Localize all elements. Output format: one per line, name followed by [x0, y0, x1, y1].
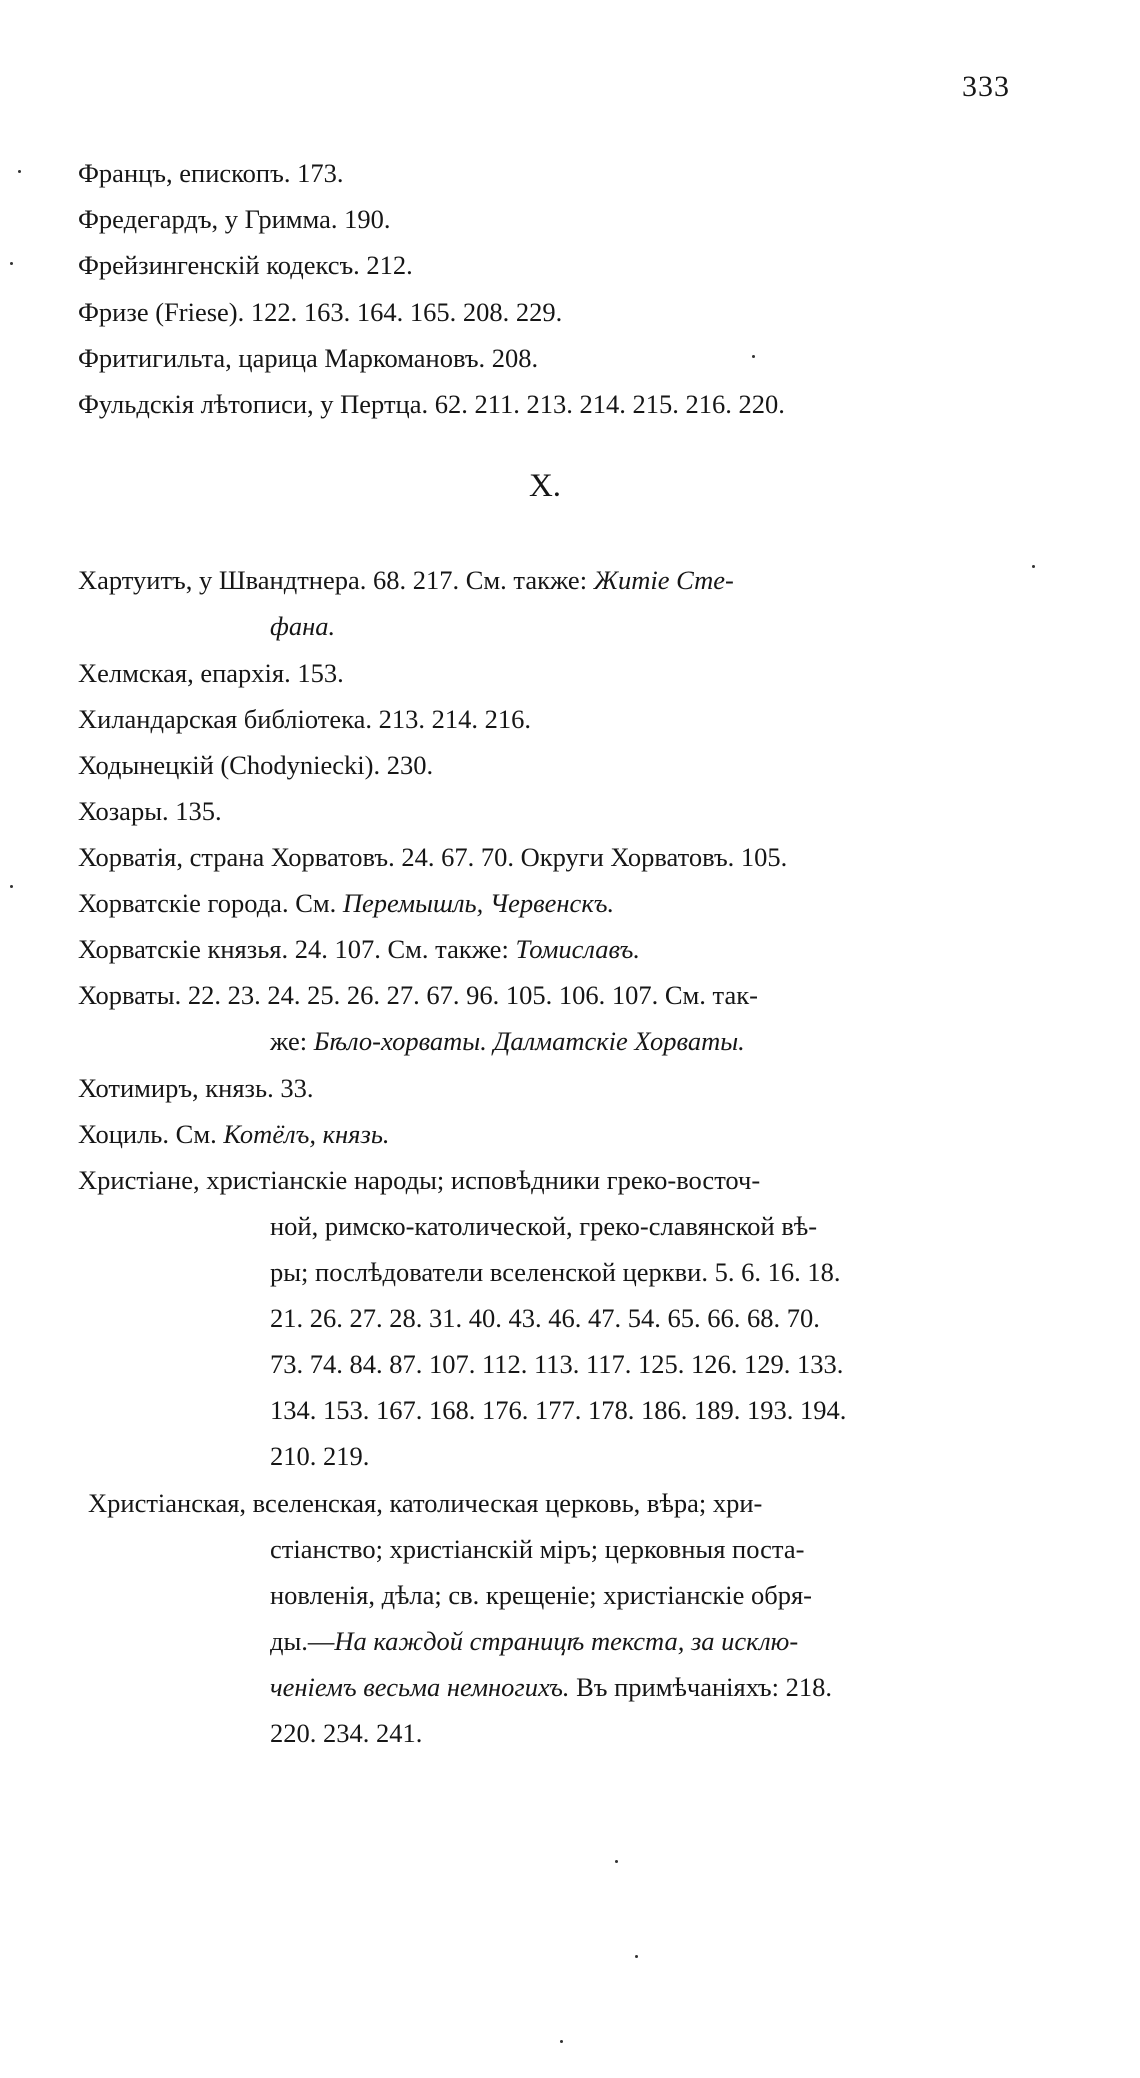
- entry-italic: Бѣло-хорваты. Далматскіе Хорваты.: [313, 1026, 745, 1056]
- index-entry: Хотимиръ, князь. 33.: [78, 1073, 314, 1103]
- index-entry: Фризе (Friese). 122. 163. 164. 165. 208. 229.: [78, 297, 563, 327]
- entry-italic: На каждой страницѣ текста, за исклю-: [334, 1626, 799, 1656]
- index-entry: Хозары. 135.: [78, 796, 222, 826]
- section-letter: Х.: [528, 468, 562, 504]
- entry-continuation: [270, 1019, 745, 1063]
- entry-italic: ченіемъ весьма немногихъ.: [270, 1672, 570, 1702]
- index-entry: Христіане, христіанскіе народы; исповѣдники греко-восточ-: [78, 1165, 761, 1195]
- entry-continuation: новленія, дѣла; св. крещеніе; христіанскіе обря-: [270, 1580, 812, 1610]
- entry-text: Въ примѣчаніяхъ: 218.: [569, 1672, 832, 1702]
- entry-continuation: 210. 219.: [270, 1441, 370, 1471]
- entry-italic: Житіе Сте-: [593, 565, 734, 595]
- index-entry: Хорватія, страна Хорватовъ. 24. 67. 70. Округи Хорватовъ. 105.: [78, 842, 788, 872]
- entry-continuation: [270, 1619, 798, 1663]
- scan-speck: [615, 1860, 618, 1863]
- scan-speck: [635, 1955, 638, 1958]
- index-entry: Хиландарская библіотека. 213. 214. 216.: [78, 704, 531, 734]
- index-entry: [78, 1112, 1008, 1156]
- scan-speck: [10, 885, 13, 888]
- scan-speck: [10, 262, 13, 265]
- entry-text: Хорватскіе города. См.: [78, 888, 343, 918]
- entry-continuation: 134. 153. 167. 168. 176. 177. 178. 186. 189. 193. 194.: [270, 1395, 847, 1425]
- entry-text: Хартуитъ, у Швандтнера. 68. 217. См. также:: [78, 565, 594, 595]
- entry-italic: Перемышль, Червенскъ.: [342, 888, 615, 918]
- page-number: 333: [962, 70, 1010, 103]
- entry-text: же:: [270, 1026, 314, 1056]
- index-entry: Ходынецкій (Chodyniecki). 230.: [78, 750, 434, 780]
- index-entry: Францъ, епископъ. 173.: [78, 158, 344, 188]
- entry-italic: Томиславъ.: [515, 934, 641, 964]
- index-entry: [78, 558, 1008, 602]
- entry-continuation: 220. 234. 241.: [270, 1718, 423, 1748]
- scan-speck: [560, 2040, 563, 2043]
- scan-speck: [752, 355, 755, 358]
- entry-continuation: ной, римско-католической, греко-славянской вѣ-: [270, 1211, 818, 1241]
- index-entry: [78, 881, 1008, 925]
- index-entry: Фритигильта, царица Маркомановъ. 208.: [78, 343, 539, 373]
- entry-continuation: 21. 26. 27. 28. 31. 40. 43. 46. 47. 54. 65. 66. 68. 70.: [270, 1303, 820, 1333]
- entry-continuation: 73. 74. 84. 87. 107. 112. 113. 117. 125. 126. 129. 133.: [270, 1349, 844, 1379]
- index-entry: Фредегардъ, у Гримма. 190.: [78, 204, 391, 234]
- entry-text: Хорватскіе князья. 24. 107. См. также:: [78, 934, 516, 964]
- entry-continuation: [270, 1665, 832, 1709]
- index-entry: Христіанская, вселенская, католическая церковь, вѣра; хри-: [88, 1488, 763, 1518]
- index-entry: Фрейзингенскій кодексъ. 212.: [78, 250, 413, 280]
- scan-speck: [18, 170, 21, 173]
- index-entry: Хорваты. 22. 23. 24. 25. 26. 27. 67. 96. 105. 106. 107. См. так-: [78, 980, 758, 1010]
- entry-continuation: фана.: [270, 611, 336, 641]
- entry-continuation: стіанство; христіанскій міръ; церковныя поста-: [270, 1534, 805, 1564]
- index-entry: [78, 927, 1008, 971]
- entry-text: Хоциль. См.: [78, 1119, 224, 1149]
- index-entry: Хелмская, епархія. 153.: [78, 658, 344, 688]
- entry-italic: Котёлъ, князь.: [223, 1119, 390, 1149]
- index-entry: Фульдскія лѣтописи, у Пертца. 62. 211. 213. 214. 215. 216. 220.: [78, 389, 785, 419]
- entry-continuation: ры; послѣдователи вселенской церкви. 5. 6. 16. 18.: [270, 1257, 841, 1287]
- entry-text: ды.—: [270, 1626, 335, 1656]
- scan-speck: [1032, 565, 1035, 568]
